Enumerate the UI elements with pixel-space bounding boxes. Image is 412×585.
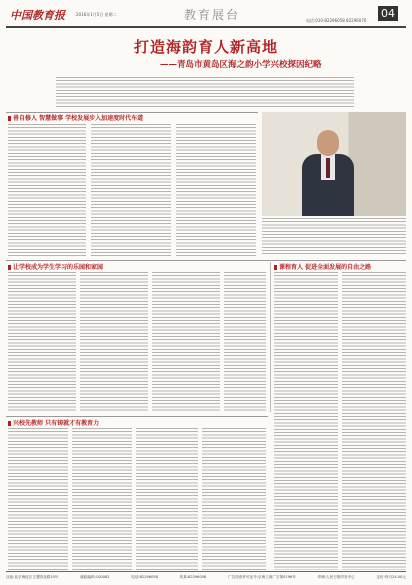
footer-price: 定价:每月24.00元 (376, 574, 406, 579)
footer-printer: 印刷:人民日报印务中心 (317, 574, 355, 579)
text-column (176, 124, 256, 256)
headline: 打造海韵育人新高地 (133, 38, 278, 56)
text-column (91, 124, 171, 256)
footer-license: 广告经营许可证号:京海工商广字第0196号 (228, 574, 296, 579)
issue-meta: 2016年1月5日 星期二 (76, 12, 117, 17)
text-column (152, 272, 220, 412)
text-column (274, 272, 338, 570)
principal-photo (262, 112, 406, 216)
photo-caption-text (262, 218, 406, 254)
text-column (8, 272, 76, 412)
text-column (8, 124, 86, 256)
section-heading-1: 善自修人 智慧做事 学校发展步入加速度时代车道 (8, 113, 143, 122)
newspaper-logo: 中国教育报 (10, 9, 65, 22)
footer-phone: 电话:82296058 (131, 574, 158, 579)
text-column (8, 428, 68, 570)
masthead (6, 4, 406, 28)
section-heading-4: 兴校先教师 只有铸就才有教育力 (8, 418, 99, 427)
footer-postcode: 邮政编码:100082 (80, 574, 110, 579)
text-column (72, 428, 132, 570)
page-number: 04 (378, 6, 398, 21)
divider (6, 416, 268, 417)
column-divider (270, 262, 271, 412)
text-column (136, 428, 198, 570)
section-heading-3: 课程育人 促进全面发展的自由之路 (274, 262, 371, 271)
text-column (342, 272, 406, 570)
contact-info: 电话:010-82296058 82296070 (306, 18, 367, 23)
text-column (224, 272, 266, 412)
section-title: 教育展台 (184, 8, 241, 22)
intro-paragraph (56, 77, 354, 109)
section-heading-2: 让学校成为学生学习的乐园和家园 (8, 262, 103, 271)
footer (6, 571, 406, 582)
text-column (80, 272, 148, 412)
text-column (202, 428, 266, 570)
subheadline: ——青岛市黄岛区海之韵小学兴校探因纪略 (160, 60, 322, 70)
footer-address: 社址:北京海淀区文慧园北路10号 (6, 574, 59, 579)
footer-fax: 传真:82296058 (179, 574, 207, 579)
divider (6, 260, 406, 261)
